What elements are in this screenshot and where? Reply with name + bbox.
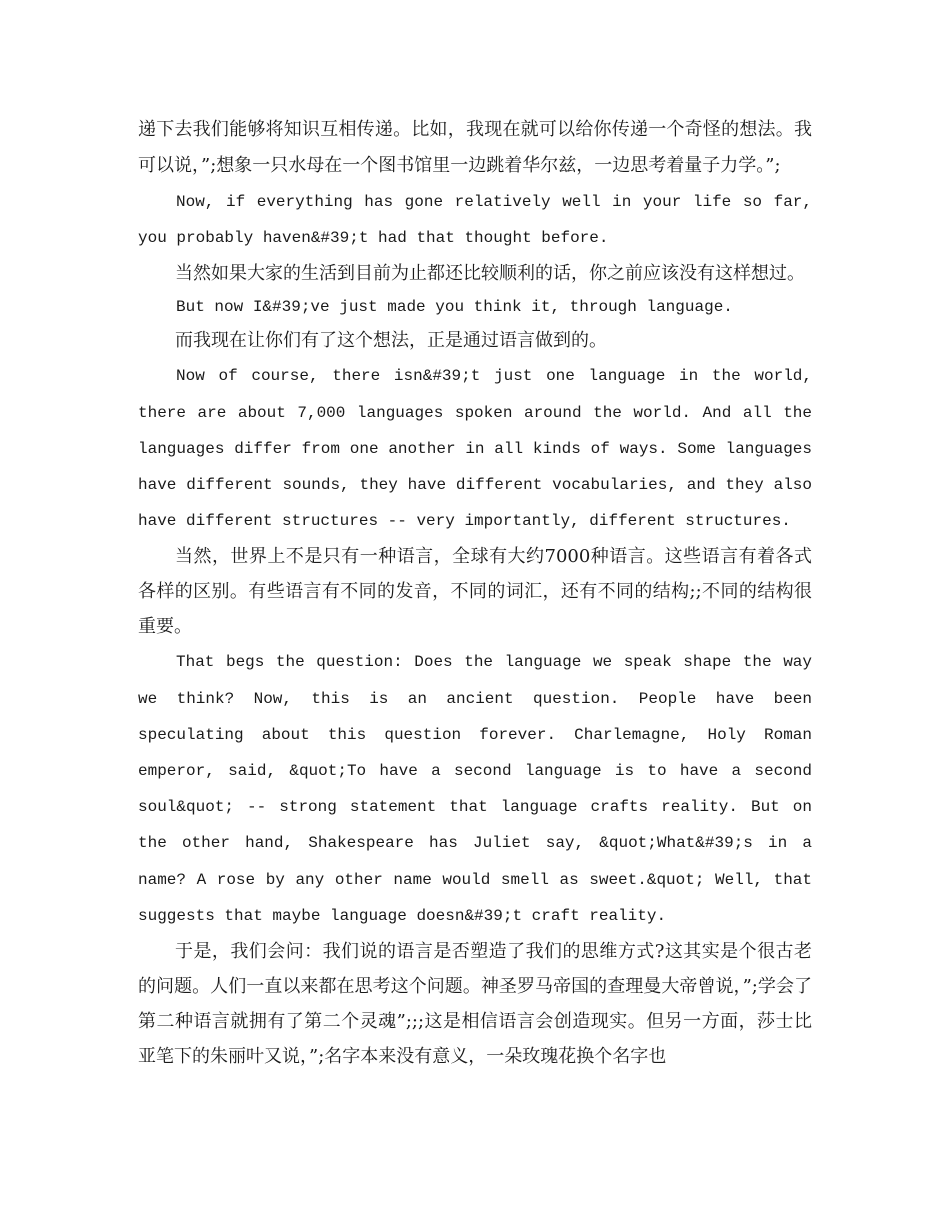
paragraph-en-1: Now, if everything has gone relatively well in your life so far, you probably haven&#39;t had that thought before. bbox=[138, 193, 812, 248]
paragraph-zh-2: 当然如果大家的生活到目前为止都还比较顺利的话，你之前应该没有这样想过。 bbox=[175, 263, 805, 285]
document-body bbox=[138, 112, 812, 1074]
paragraph-en-2: But now I&#39;ve just made you think it, through language. bbox=[176, 298, 733, 317]
paragraph-zh-4: 当然，世界上不是只有一种语言，全球有大约7000种语言。这些语言有着各式各样的区别。有些语言有不同的发音，不同的词汇，还有不同的结构;;不同的结构很重要。 bbox=[138, 546, 812, 638]
paragraph-zh-1: 递下去我们能够将知识互相传递。比如，我现在就可以给你传递一个奇怪的想法。我可以说，”;想象一只水母在一个图书馆里一边跳着华尔兹，一边思考着量子力学。”; bbox=[138, 119, 812, 176]
paragraph-en-4: That begs the question: Does the language we speak shape the way we think? Now, this is an ancient question. People have been speculating about this question forever. Charlemagne, Holy Roman emperor, said, &quot;To have a second language is to have a second soul&quot; -- strong statement that language crafts reality. But on the other hand, Shakespeare has Juliet say, &quot;What&#39;s in a name? A rose by any other name would smell as sweet.&quot; Well, that suggests that maybe language doesn&#39;t craft reality. bbox=[138, 653, 812, 925]
paragraph-zh-5: 于是，我们会问：我们说的语言是否塑造了我们的思维方式?这其实是个很古老的问题。人们一直以来都在思考这个问题。神圣罗马帝国的查理曼大帝曾说，”;学会了第二种语言就拥有了第二个灵魂”;;;这是相信语言会创造现实。但另一方面，莎士比亚笔下的朱丽叶又说，”;名字本来没有意义，一朵玫瑰花换个名字也 bbox=[138, 941, 812, 1068]
paragraph-en-3: Now of course, there isn&#39;t just one language in the world, there are about 7,000 languages spoken around the world. And all the languages differ from one another in all kinds of ways. Some languages have different sounds, they have different vocabularies, and they also have different structures -- very importantly, different structures. bbox=[138, 367, 812, 531]
paragraph-zh-3: 而我现在让你们有了这个想法，正是通过语言做到的。 bbox=[175, 330, 607, 352]
